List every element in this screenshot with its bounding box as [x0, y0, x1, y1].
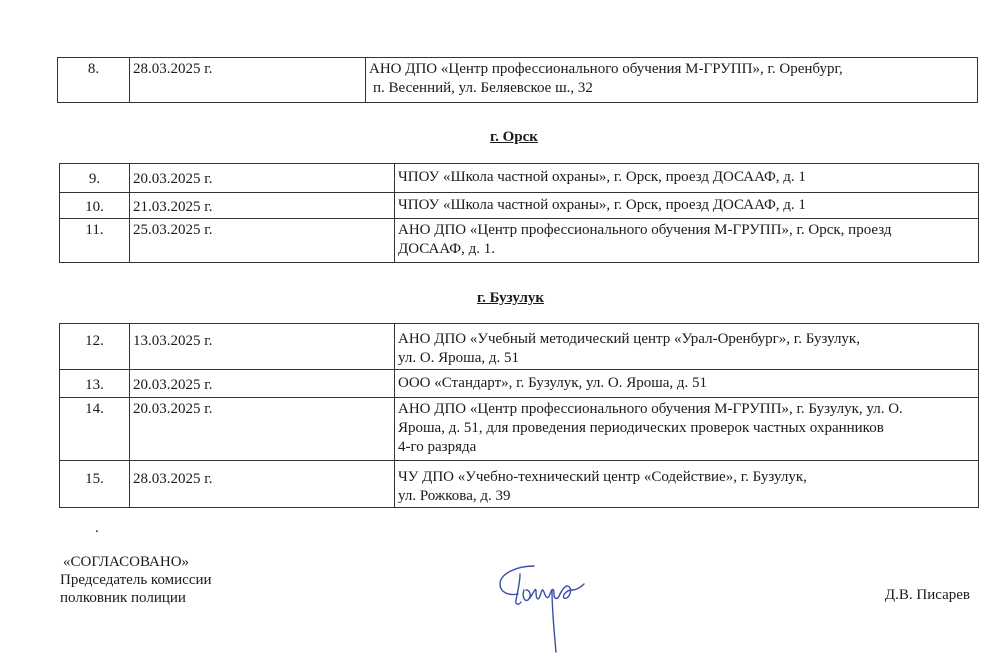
row-number: 11.	[60, 219, 130, 263]
row-place	[395, 164, 979, 193]
row-place	[395, 370, 979, 398]
row-date: 28.03.2025 г.	[130, 58, 366, 103]
row-date: 21.03.2025 г.	[130, 193, 395, 219]
table-row	[60, 324, 979, 370]
row-number: 14.	[60, 398, 130, 461]
row-date: 25.03.2025 г.	[130, 219, 395, 263]
row-number: 12.	[60, 324, 130, 370]
row-date: 20.03.2025 г.	[130, 164, 395, 193]
row-place	[395, 461, 979, 508]
place-line: АНО ДПО «Учебный методический центр «Урал-Оренбург», г. Бузулук,	[398, 331, 860, 347]
table-row	[60, 461, 979, 508]
row-number: 10.	[60, 193, 130, 219]
approval-position-line2: полковник полиции	[60, 590, 186, 606]
table-row	[60, 164, 979, 193]
row-date: 20.03.2025 г.	[130, 370, 395, 398]
row-number: 9.	[60, 164, 130, 193]
place-line: п. Весенний, ул. Беляевское ш., 32	[373, 80, 593, 96]
place-line: 4-го разряда	[398, 439, 477, 455]
row-number: 8.	[58, 58, 130, 103]
approval-title: «СОГЛАСОВАНО»	[63, 554, 190, 570]
table-row	[60, 398, 979, 461]
row-place	[395, 324, 979, 370]
handwritten-signature-icon	[494, 560, 594, 660]
place-line: ЧПОУ «Школа частной охраны», г. Орск, проезд ДОСААФ, д. 1	[398, 169, 806, 185]
table-orsk	[59, 163, 979, 263]
place-line: ул. О. Яроша, д. 51	[398, 350, 520, 366]
city-heading-orsk: г. Орск	[490, 129, 538, 145]
row-place	[395, 219, 979, 263]
place-line: Яроша, д. 51, для проведения периодических проверок частных охранников	[398, 420, 884, 436]
row-date: 13.03.2025 г.	[130, 324, 395, 370]
stray-mark: .	[95, 520, 99, 536]
row-number: 13.	[60, 370, 130, 398]
city-heading-buzuluk: г. Бузулук	[477, 290, 545, 306]
row-place	[395, 193, 979, 219]
table-row	[58, 58, 978, 103]
row-place	[395, 398, 979, 461]
place-line: ЧПОУ «Школа частной охраны», г. Орск, проезд ДОСААФ, д. 1	[398, 197, 806, 213]
place-line: ЧУ ДПО «Учебно-технический центр «Содействие», г. Бузулук,	[398, 469, 807, 485]
place-line: АНО ДПО «Центр профессионального обучения М-ГРУПП», г. Орск, проезд	[398, 222, 892, 238]
place-line: ООО «Стандарт», г. Бузулук, ул. О. Яроша, д. 51	[398, 375, 708, 391]
table-buzuluk	[59, 323, 979, 508]
approval-block	[60, 553, 212, 607]
place-line: ДОСААФ, д. 1.	[398, 241, 495, 257]
signer-name: Д.В. Писарев	[884, 587, 970, 603]
row-date: 20.03.2025 г.	[130, 398, 395, 461]
place-line: ул. Рожкова, д. 39	[398, 488, 511, 504]
table-row	[60, 193, 979, 219]
table-orenburg	[57, 57, 978, 103]
table-row	[60, 370, 979, 398]
place-line: АНО ДПО «Центр профессионального обучения М-ГРУПП», г. Оренбург,	[369, 61, 843, 77]
table-row	[60, 219, 979, 263]
approval-position-line1: Председатель комиссии	[60, 572, 212, 588]
place-line: АНО ДПО «Центр профессионального обучения М-ГРУПП», г. Бузулук, ул. О.	[398, 401, 903, 417]
row-number: 15.	[60, 461, 130, 508]
row-date: 28.03.2025 г.	[130, 461, 395, 508]
row-place	[366, 58, 978, 103]
